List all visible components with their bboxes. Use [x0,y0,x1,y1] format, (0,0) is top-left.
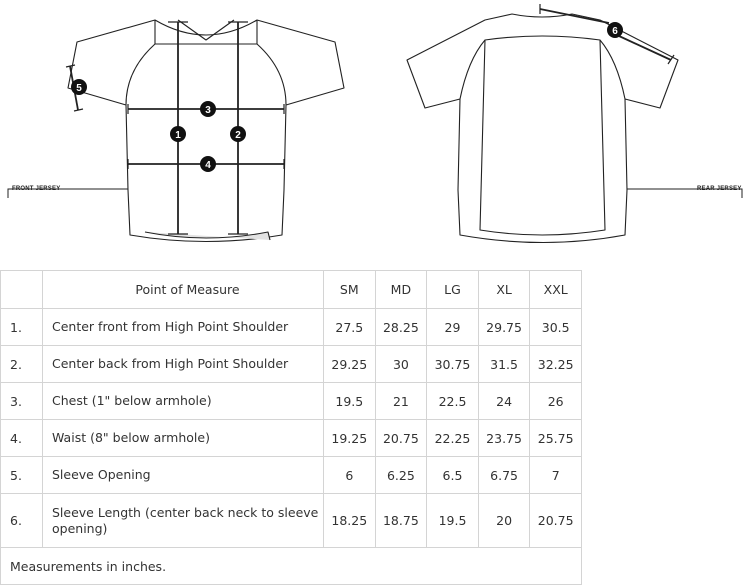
jersey-measurement-diagram [0,0,750,270]
table-header-row [1,271,582,309]
size-chart-table [0,270,582,585]
row-number: 5. [1,457,43,494]
svg-text:4: 4 [205,160,211,171]
cell-sm: 27.5 [324,309,376,346]
front-jersey-collar [178,20,234,40]
cell-sm: 19.5 [324,383,376,420]
cell-sm: 19.25 [324,420,376,457]
rear-jersey-armhole-left [460,40,485,99]
cell-sm: 29.25 [324,346,376,383]
header-size-xl: XL [478,271,530,309]
row-number: 3. [1,383,43,420]
cell-lg: 29 [427,309,479,346]
header-point-of-measure: Point of Measure [43,271,324,309]
header-size-md: MD [375,271,427,309]
cell-md: 21 [375,383,427,420]
marker-2 [230,126,246,142]
front-jersey-outline [68,20,344,242]
table-note-row [1,548,582,585]
cell-lg: 22.25 [427,420,479,457]
table-row [1,346,582,383]
cell-xxl: 25.75 [530,420,582,457]
cell-lg: 22.5 [427,383,479,420]
front-jersey-armhole-right [257,44,286,105]
rear-jersey-back-panel [480,36,605,235]
row-label: Chest (1" below armhole) [43,383,324,420]
row-label: Sleeve Opening [43,457,324,494]
header-size-lg: LG [427,271,479,309]
cell-md: 28.25 [375,309,427,346]
row-label: Center front from High Point Shoulder [43,309,324,346]
row-number: 6. [1,494,43,548]
marker-6 [607,22,623,38]
rear-jersey-outline [407,14,678,243]
cell-xl: 24 [478,383,530,420]
measure-line-6a [540,9,609,23]
marker-1 [170,126,186,142]
table-row [1,420,582,457]
cell-md: 20.75 [375,420,427,457]
measure-line-6b [619,36,671,60]
cell-xl: 20 [478,494,530,548]
cell-lg: 6.5 [427,457,479,494]
cell-xl: 23.75 [478,420,530,457]
svg-text:3: 3 [205,105,211,116]
marker-5 [71,79,87,95]
cell-md: 30 [375,346,427,383]
table-row [1,457,582,494]
row-label: Waist (8" below armhole) [43,420,324,457]
measurements-note: Measurements in inches. [1,548,582,585]
row-number: 1. [1,309,43,346]
svg-text:6: 6 [612,26,618,37]
marker-3 [200,101,216,117]
cell-xl: 31.5 [478,346,530,383]
cell-lg: 19.5 [427,494,479,548]
marker-4 [200,156,216,172]
row-label: Sleeve Length (center back neck to sleeve opening) [43,494,324,548]
cell-xxl: 30.5 [530,309,582,346]
svg-text:2: 2 [235,130,241,141]
rear-jersey-label: REAR JERSEY [697,186,742,192]
front-jersey-armhole-left [126,44,155,105]
cell-xl: 6.75 [478,457,530,494]
front-jersey-label: FRONT JERSEY [12,186,61,192]
header-size-xxl: XXL [530,271,582,309]
svg-text:1: 1 [175,130,181,141]
cell-xxl: 7 [530,457,582,494]
cell-sm: 6 [324,457,376,494]
table-row [1,383,582,420]
cell-xxl: 26 [530,383,582,420]
cell-md: 18.75 [375,494,427,548]
table-row [1,309,582,346]
svg-text:5: 5 [76,83,82,94]
cell-md: 6.25 [375,457,427,494]
cell-xl: 29.75 [478,309,530,346]
row-number: 2. [1,346,43,383]
rear-jersey-armhole-right [600,40,625,99]
cell-sm: 18.25 [324,494,376,548]
row-number: 4. [1,420,43,457]
header-number-cell [1,271,43,309]
row-label: Center back from High Point Shoulder [43,346,324,383]
table-row [1,494,582,548]
cell-xxl: 20.75 [530,494,582,548]
header-size-sm: SM [324,271,376,309]
cell-lg: 30.75 [427,346,479,383]
cell-xxl: 32.25 [530,346,582,383]
